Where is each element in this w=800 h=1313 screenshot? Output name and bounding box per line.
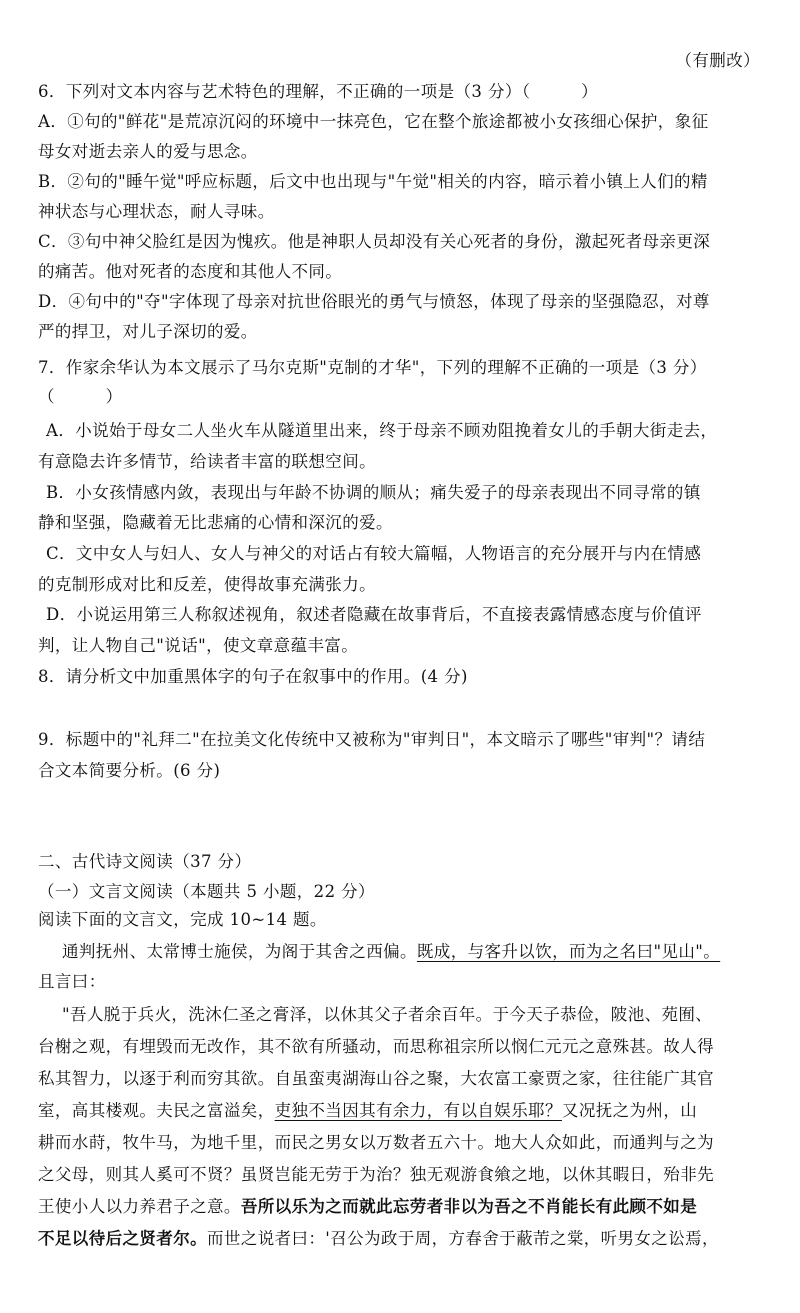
reading-instruction: 阅读下面的文言文，完成 10~14 题。 (38, 910, 327, 929)
q7-option-c-line2: 的克制形成对比和反差，使得故事充满张力。 (38, 575, 376, 594)
q7-option-d-line2: 判，让人物自己"说话"，使文章意蕴丰富。 (38, 636, 359, 655)
passage-p2-line3: 私其智力，以逐于利而穷其欲。自虽蛮夷湖海山谷之聚，大农富工豪贾之家，往往能广其官 (38, 1069, 714, 1088)
q7-option-a-line2: 有意隐去许多情节，给读者丰富的联想空间。 (38, 452, 376, 471)
passage-p2-line8 (38, 1226, 719, 1252)
passage-p2-line1: "吾人脱于兵火，洗沐仁圣之膏泽，以休其父子者余百年。于今天子恭俭，陂池、苑囿、 (62, 1005, 713, 1024)
section-title: 二、古代诗文阅读（37 分） (38, 852, 252, 871)
passage-p2-line4-text-b: 又况抚之为州，山 (561, 1101, 698, 1120)
passage-p2-bold-sentence-part1: 吾所以乐为之而就此忘劳者非以为吾之不肖能长有此顾不如是 (240, 1197, 698, 1216)
passage-p2-bold-sentence-part2: 不足以待后之贤者尔。 (38, 1229, 207, 1248)
q7-option-b-line2: 静和坚强，隐藏着无比悲痛的心情和深沉的爱。 (38, 513, 393, 532)
q6-option-b-line2: 神状态与心理状态，耐人寻味。 (38, 202, 275, 221)
q6-option-a-line1: A．①句的"鲜花"是荒凉沉闷的环境中一抹亮色，它在整个旅途都被小女孩细心保护，象征 (38, 112, 709, 131)
q6-stem: 6．下列对文本内容与艺术特色的理解，不正确的一项是（3 分）（ ） (38, 82, 598, 101)
passage-p1-line1 (62, 939, 720, 965)
passage-p2-line5: 耕而水莳，牧牛马，为地千里，而民之男女以万数者五六十。地大人众如此，而通判与之为 (38, 1133, 714, 1152)
subsection-title: （一）文言文阅读（本题共 5 小题，22 分） (38, 882, 375, 901)
passage-p2-line2: 台榭之观，有埋毁而无改作，其不欲有所骚动，而思称祖宗所以悯仁元元之意殊甚。故人得 (38, 1037, 714, 1056)
q7-option-d-line1: D．小说运用第三人称叙述视角，叙述者隐藏在故事背后，不直接表露情感态度与价值评 (46, 605, 702, 624)
q6-option-d-line1: D．④句中的"夺"字体现了母亲对抗世俗眼光的勇气与愤怒，体现了母亲的坚强隐忍，对尊 (38, 292, 710, 311)
q7-stem: 7．作家余华认为本文展示了马尔克斯"克制的才华"，下列的理解不正确的一项是（3 分） (38, 358, 707, 377)
passage-p2-line7-text: 王使小人以力养君子之意。 (38, 1197, 241, 1216)
passage-p1-text: 通判抚州、太常博士施侯，为阁于其舍之西偏。 (62, 942, 417, 961)
passage-p1-line2: 且言曰： (38, 972, 106, 991)
q7-option-a-line1: A．小说始于母女二人坐火车从隧道里出来，终于母亲不顾劝阻挽着女儿的手朝大街走去， (46, 421, 718, 440)
passage-p1-underlined-sentence: 既成，与客升以饮，而为之名曰"见山"。 (416, 942, 721, 961)
q9-stem-line1: 9．标题中的"礼拜二"在拉美文化传统中又被称为"审判日"，本文暗示了哪些"审判"？请结 (38, 730, 706, 749)
edit-note: （有删改） (675, 51, 760, 70)
q6-option-d-line2: 严的捍卫，对儿子深切的爱。 (38, 322, 258, 341)
passage-p2-line4 (38, 1098, 697, 1124)
passage-p2-line7 (38, 1194, 697, 1220)
passage-p2-line8-text: 而世之说者曰：'召公为政于周，方春舍于蔽芾之棠，听男女之讼焉， (207, 1229, 719, 1248)
q7-answer-paren: （ ） (38, 387, 123, 406)
q9-stem-line2: 合文本简要分析。(6 分) (38, 761, 221, 780)
q8-stem: 8．请分析文中加重黑体字的句子在叙事中的作用。(4 分) (38, 667, 468, 686)
q6-option-c-line1: C．③句中神父脸红是因为愧疚。他是神职人员却没有关心死者的身份，激起死者母亲更深 (38, 232, 711, 251)
q6-option-a-line2: 母女对逝去亲人的爱与思念。 (38, 142, 258, 161)
passage-p2-line6: 之父母，则其人奚可不贤？虽贤岂能无劳于为治？独无观游食飨之地，以休其暇日，殆非先 (38, 1165, 714, 1184)
q7-option-b-line1: B．小女孩情感内敛，表现出与年龄不协调的顺从；痛失爱子的母亲表现出不同寻常的镇 (46, 483, 701, 502)
passage-p2-line4-text-a: 室，高其楼观。夫民之富溢矣， (38, 1101, 275, 1120)
q7-option-c-line1: C．文中女人与妇人、女人与神父的对话占有较大篇幅，人物语言的充分展开与内在情感 (46, 544, 702, 563)
q6-option-c-line2: 的痛苦。他对死者的态度和其他人不同。 (38, 262, 343, 281)
q6-option-b-line1: B．②句的"睡午觉"呼应标题，后文中也出现与"午觉"相关的内容，暗示着小镇上人们的精 (38, 172, 708, 191)
passage-p2-underlined-sentence: 吏独不当因其有余力，有以自娱乐耶？ (274, 1101, 562, 1120)
